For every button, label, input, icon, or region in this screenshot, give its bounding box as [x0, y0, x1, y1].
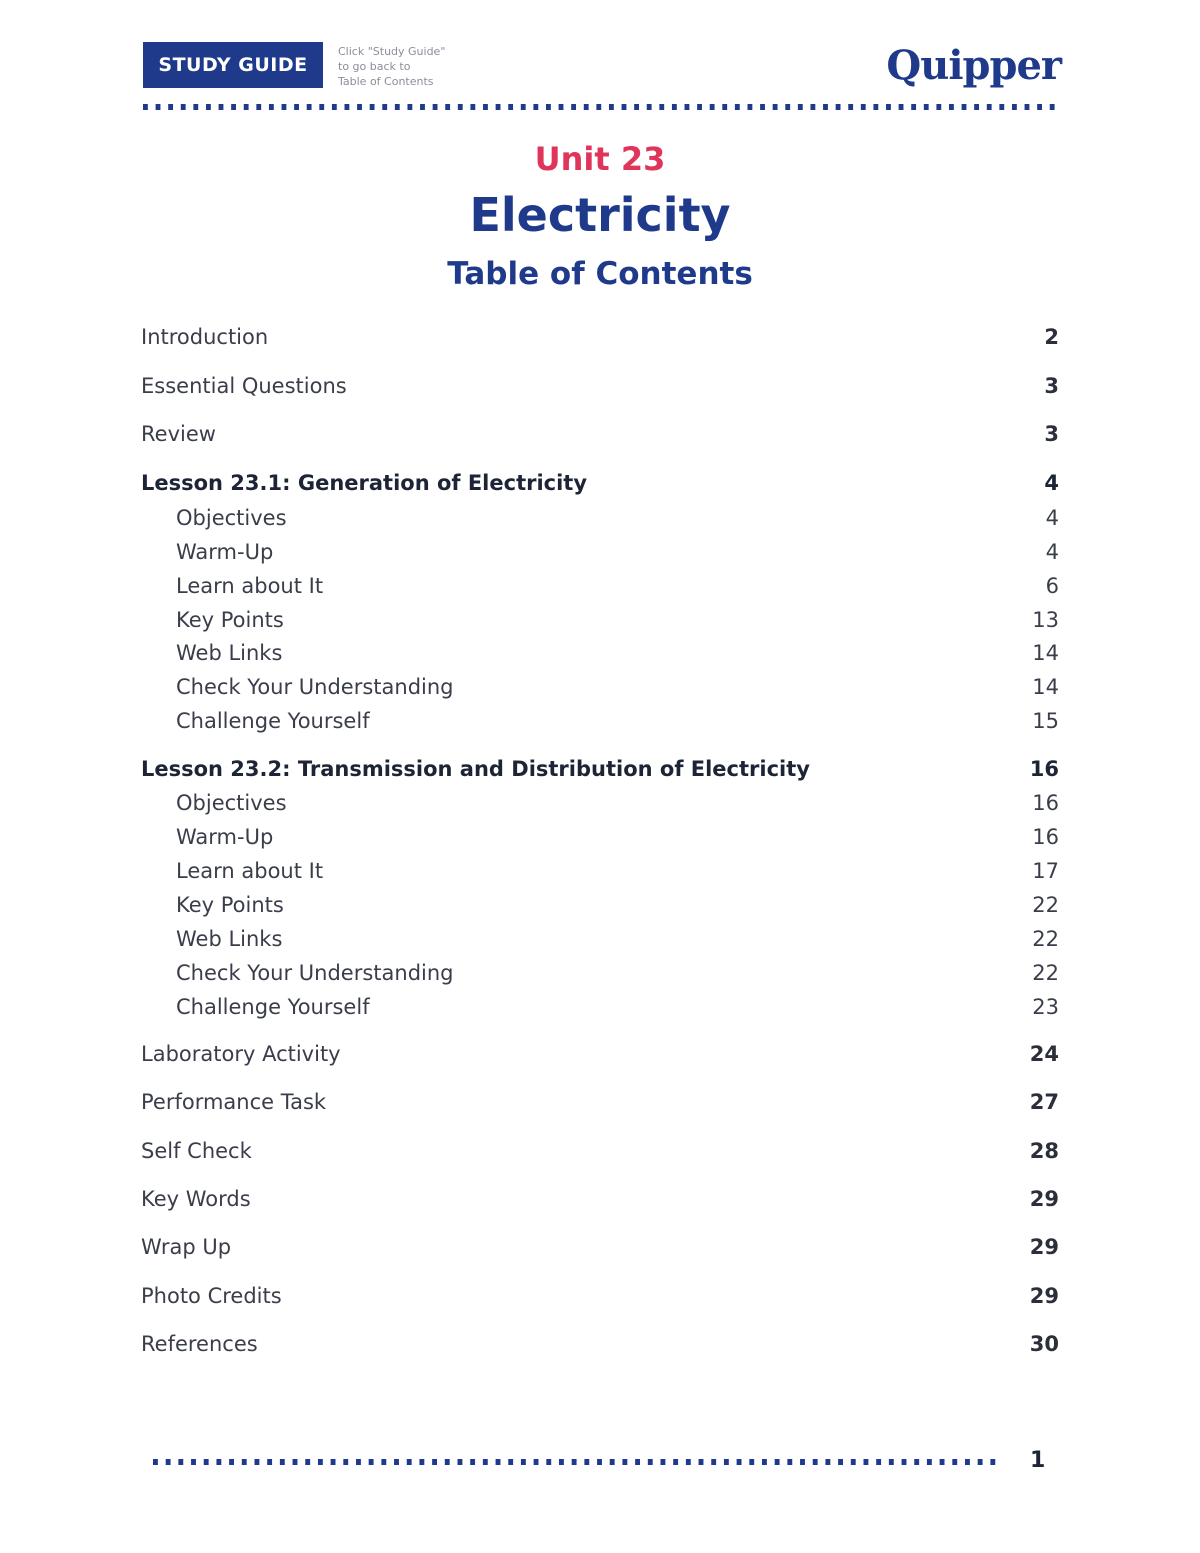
toc-entry-page: 16	[1029, 757, 1059, 781]
toc-entry-label: Warm-Up	[176, 540, 274, 564]
toc-subentry[interactable]	[176, 503, 1059, 533]
footer-dotted-divider	[153, 1459, 1003, 1465]
toc-entry-page: 29	[1029, 1187, 1059, 1211]
toc-entry-label: Self Check	[141, 1139, 252, 1163]
toc-entry-label: Web Links	[176, 927, 283, 951]
toc-subentry[interactable]	[176, 992, 1059, 1022]
toc-entry-label: Web Links	[176, 641, 283, 665]
toc-entry-label: Warm-Up	[176, 825, 274, 849]
toc-entry-page: 14	[1032, 641, 1059, 665]
study-guide-button[interactable]: STUDY GUIDE	[143, 42, 323, 88]
toc-entry-label: Objectives	[176, 506, 287, 530]
header-dotted-divider	[143, 104, 1061, 110]
page-title: Electricity	[469, 188, 731, 242]
toc-entry-page: 2	[1044, 325, 1059, 349]
toc-entry-label: Challenge Yourself	[176, 995, 370, 1019]
toc-lesson-entry[interactable]	[141, 754, 1059, 784]
toc-entry-label: Objectives	[176, 791, 287, 815]
toc-entry-label: Key Words	[141, 1187, 251, 1211]
hint-line: Click "Study Guide"	[338, 45, 446, 58]
toc-entry[interactable]	[141, 1232, 1059, 1262]
toc-subentry[interactable]	[176, 537, 1059, 567]
toc-entry-page: 16	[1032, 825, 1059, 849]
toc-subentry[interactable]	[176, 822, 1059, 852]
toc-subentry[interactable]	[176, 672, 1059, 702]
toc-subentry[interactable]	[176, 890, 1059, 920]
toc-entry[interactable]	[141, 1184, 1059, 1214]
toc-entry-page: 24	[1029, 1042, 1059, 1066]
toc-entry-page: 3	[1044, 374, 1059, 398]
toc-entry-page: 4	[1045, 506, 1059, 530]
toc-subentry[interactable]	[176, 958, 1059, 988]
toc-entry-label: Laboratory Activity	[141, 1042, 341, 1066]
toc-lesson-entry[interactable]	[141, 468, 1059, 498]
toc-entry-label: Learn about It	[176, 574, 324, 598]
toc-entry-page: 29	[1029, 1235, 1059, 1259]
toc-entry-label: Essential Questions	[141, 374, 347, 398]
toc-entry-page: 17	[1032, 859, 1059, 883]
toc-entry-label: Photo Credits	[141, 1284, 282, 1308]
toc-entry-label: Introduction	[141, 325, 269, 349]
toc-entry-page: 16	[1032, 791, 1059, 815]
page-header	[143, 42, 1061, 92]
toc-entry-page: 15	[1032, 709, 1059, 733]
toc-subentry[interactable]	[176, 605, 1059, 635]
toc-entry[interactable]	[141, 1136, 1059, 1166]
toc-entry-label: Challenge Yourself	[176, 709, 370, 733]
toc-entry-label: References	[141, 1332, 258, 1356]
toc-entry[interactable]	[141, 419, 1059, 449]
toc-entry-label: Learn about It	[176, 859, 324, 883]
toc-entry-label: Performance Task	[141, 1090, 327, 1114]
toc-entry-page: 22	[1032, 893, 1059, 917]
toc-subentry[interactable]	[176, 788, 1059, 818]
toc-entry-page: 29	[1029, 1284, 1059, 1308]
toc-entry-page: 22	[1032, 961, 1059, 985]
toc-heading: Table of Contents	[447, 256, 753, 292]
toc-entry-label: Lesson 23.1: Generation of Electricity	[141, 471, 588, 495]
brand-logo: Quipper	[886, 42, 1061, 89]
toc-entry-page: 27	[1029, 1090, 1059, 1114]
toc-subentry[interactable]	[176, 924, 1059, 954]
toc-entry-label: Lesson 23.2: Transmission and Distribution of Electricity	[141, 757, 810, 781]
toc-entry[interactable]	[141, 1329, 1059, 1359]
toc-entry-page: 28	[1029, 1139, 1059, 1163]
toc-entry-page: 13	[1032, 608, 1059, 632]
toc-entry-label: Check Your Understanding	[176, 961, 454, 985]
toc-subentry[interactable]	[176, 638, 1059, 668]
toc-entry-page: 22	[1032, 927, 1059, 951]
toc-entry-page: 4	[1044, 471, 1059, 495]
toc-entry[interactable]	[141, 322, 1059, 352]
toc-entry-page: 4	[1045, 540, 1059, 564]
toc-entry[interactable]	[141, 1039, 1059, 1069]
toc-entry-label: Wrap Up	[141, 1235, 232, 1259]
toc-subentry[interactable]	[176, 571, 1059, 601]
toc-entry-label: Check Your Understanding	[176, 675, 454, 699]
study-guide-hint	[338, 44, 478, 89]
toc-subentry[interactable]	[176, 856, 1059, 886]
toc-subentry[interactable]	[176, 706, 1059, 736]
toc-entry-page: 30	[1029, 1332, 1059, 1356]
toc-entry-label: Review	[141, 422, 216, 446]
toc-entry-page: 23	[1032, 995, 1059, 1019]
hint-line: Table of Contents	[338, 75, 434, 88]
unit-label: Unit 23	[534, 140, 666, 178]
toc-entry[interactable]	[141, 1281, 1059, 1311]
hint-line: to go back to	[338, 60, 411, 73]
toc-entry-page: 6	[1045, 574, 1059, 598]
toc-entry-page: 3	[1044, 422, 1059, 446]
toc-entry[interactable]	[141, 1087, 1059, 1117]
toc-entry-label: Key Points	[176, 608, 284, 632]
toc-entry[interactable]	[141, 371, 1059, 401]
toc-entry-label: Key Points	[176, 893, 284, 917]
page-number: 1	[1030, 1448, 1046, 1473]
toc-entry-page: 14	[1032, 675, 1059, 699]
